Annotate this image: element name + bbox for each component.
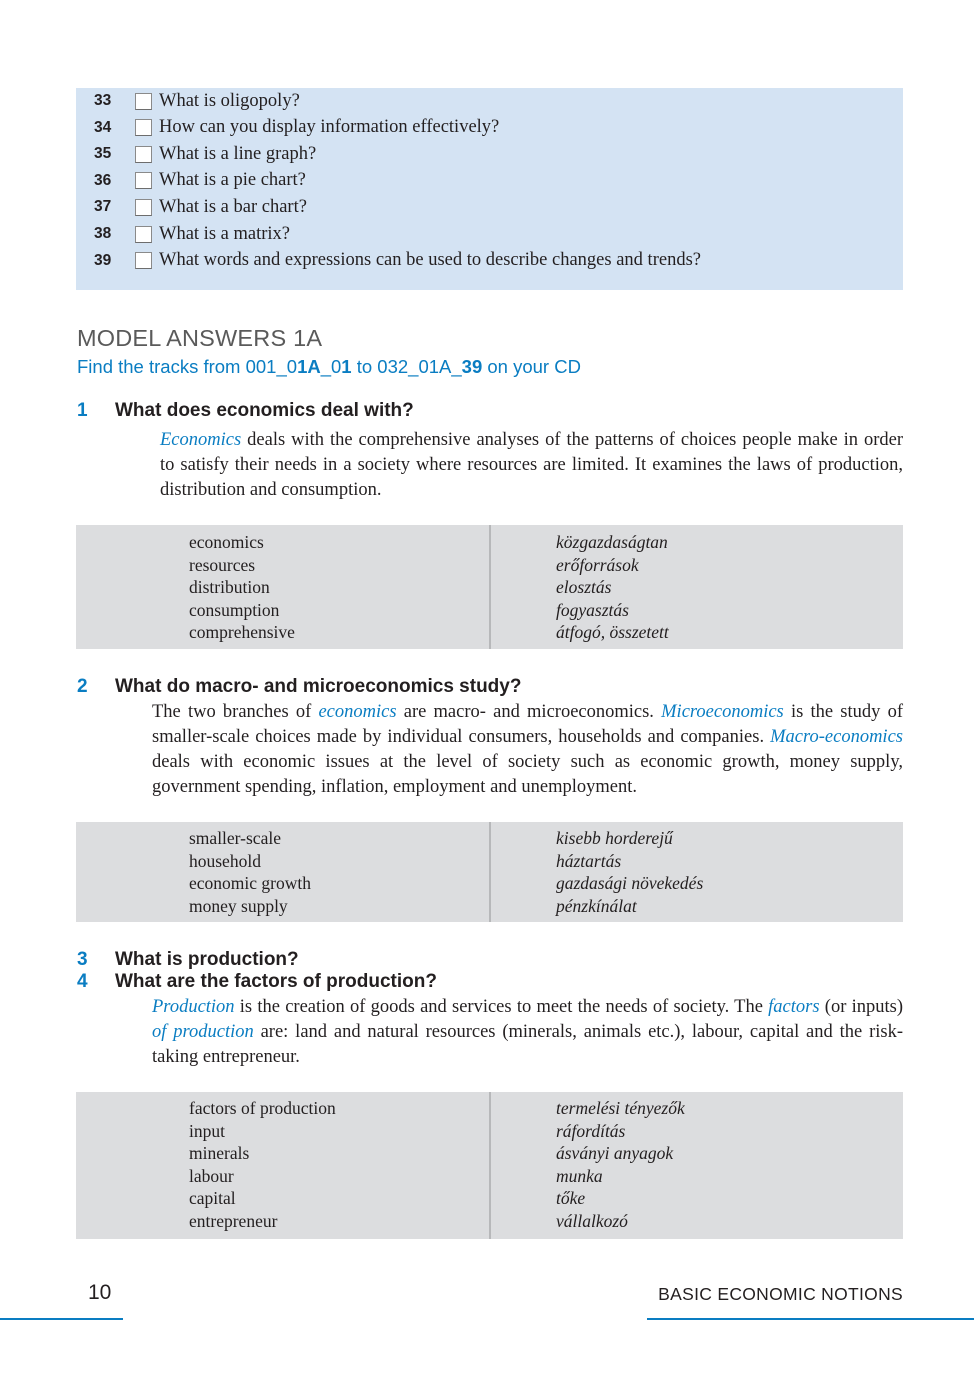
key-term: Microeconomics: [661, 702, 784, 722]
vocab-english: economics: [189, 532, 264, 552]
checklist-text: How can you display information effectively?: [159, 117, 500, 138]
answer-paragraph-2: [152, 700, 903, 800]
subtitle-part-bold: 1: [341, 356, 352, 377]
vocab-english: consumption: [189, 599, 280, 620]
question-heading-1: [77, 399, 414, 423]
paragraph-text: are: land and natural resources (minerals, animals etc.), labour, capital and the risk-taking entrepreneur.: [152, 1022, 903, 1067]
vocab-row: [76, 1120, 903, 1143]
question-title: What do macro- and microeconomics study?: [115, 676, 522, 697]
vocab-row: [76, 850, 903, 873]
question-heading-4: [77, 970, 437, 994]
checkbox[interactable]: [135, 172, 152, 189]
checkbox[interactable]: [135, 119, 152, 136]
vocab-hungarian: munka: [556, 1165, 603, 1186]
vocab-hungarian: tőke: [556, 1188, 586, 1209]
paragraph-text: deals with economic issues at the level of society such as economic growth, money supply, government spending, inflation, employment and unemployment.: [152, 752, 903, 797]
checklist-number: 37: [94, 198, 112, 216]
vocab-hungarian: ásványi anyagok: [556, 1143, 674, 1164]
vocab-english: household: [189, 850, 261, 871]
footer-rule-left: [0, 1318, 123, 1320]
vocab-row: [76, 531, 903, 554]
chapter-title: BASIC ECONOMIC NOTIONS: [658, 1284, 903, 1304]
page-number: 10: [88, 1281, 112, 1304]
vocabulary-table-1: [76, 525, 903, 649]
subtitle-part: to 032_01A_: [351, 356, 462, 377]
checklist-number: 36: [94, 171, 112, 189]
footer-rule-right: [647, 1318, 974, 1320]
vocab-row: [76, 827, 903, 850]
subtitle-part-bold: 39: [461, 356, 483, 377]
vocab-row: [76, 599, 903, 622]
paragraph-text: deals with the comprehensive analyses of the patterns of choices people make in order to satisfy their needs in a society where resources are limited. It examines the laws of production, distribution and consumption.: [160, 430, 903, 500]
vocab-hungarian: közgazdaságtan: [556, 532, 668, 552]
checkbox[interactable]: [135, 146, 152, 163]
subtitle-part: on your CD: [482, 356, 581, 377]
paragraph-text: are macro- and microeconomics.: [396, 702, 662, 722]
vocab-hungarian: háztartás: [556, 850, 622, 871]
vocab-english: input: [189, 1120, 225, 1141]
question-number: 3: [77, 949, 88, 970]
checklist-text: What is a line graph?: [159, 143, 317, 164]
key-term: factors: [768, 997, 820, 1017]
subtitle-part: _0: [320, 356, 342, 377]
vocab-english: factors of production: [189, 1098, 336, 1118]
vocab-english: capital: [189, 1188, 236, 1209]
vocab-row: [76, 554, 903, 577]
vocab-row: [76, 1097, 903, 1120]
section-subtitle: [77, 356, 581, 378]
vocab-hungarian: gazdasági növekedés: [556, 873, 704, 894]
vocab-english: entrepreneur: [189, 1211, 278, 1231]
vocab-row: [76, 1210, 903, 1233]
vocab-hungarian: ráfordítás: [556, 1120, 626, 1141]
checklist-text: What words and expressions can be used to describe changes and trends?: [159, 250, 701, 271]
checklist-text: What is a pie chart?: [159, 170, 306, 191]
vocab-row: [76, 1142, 903, 1165]
question-number: 1: [77, 400, 88, 421]
paragraph-text: is the creation of goods and services to meet the needs of society. The: [234, 997, 769, 1017]
vocab-english: comprehensive: [189, 622, 295, 643]
vocab-hungarian: átfogó, összetett: [556, 622, 669, 643]
vocab-english: minerals: [189, 1143, 250, 1164]
checkbox[interactable]: [135, 199, 152, 216]
checklist-number: 33: [94, 92, 112, 109]
vocab-row: [76, 1165, 903, 1188]
vocabulary-table-3: [76, 1092, 903, 1239]
vocab-row: [76, 621, 903, 644]
checkbox[interactable]: [135, 252, 152, 269]
checklist-number: 34: [94, 118, 112, 136]
checklist-text: What is oligopoly?: [159, 90, 300, 111]
checklist-number: 38: [94, 225, 112, 242]
vocab-english: smaller-scale: [189, 828, 281, 848]
vocab-hungarian: kisebb horderejű: [556, 828, 673, 848]
key-term: of production: [152, 1022, 254, 1042]
key-term: Economics: [160, 430, 242, 450]
vocab-english: resources: [189, 554, 256, 575]
vocab-english: economic growth: [189, 873, 311, 894]
checklist-text: What is a matrix?: [159, 223, 290, 244]
checkbox[interactable]: [135, 93, 152, 110]
vocab-english: labour: [189, 1165, 234, 1186]
vocab-hungarian: termelési tényezők: [556, 1098, 685, 1118]
question-title: What does economics deal with?: [115, 400, 414, 421]
question-number: 2: [77, 676, 88, 697]
paragraph-text: is the study of smaller-scale choices made by individual consumers, households and companies.: [152, 702, 903, 747]
checklist-number: 39: [94, 251, 112, 269]
subtitle-part: Find the tracks from 001_0: [77, 356, 298, 377]
key-term: economics: [318, 702, 397, 722]
question-number: 4: [77, 971, 88, 992]
question-heading-2: [77, 675, 521, 699]
checklist-text: What is a bar chart?: [159, 196, 307, 217]
vocab-row: [76, 872, 903, 895]
vocab-hungarian: erőforrások: [556, 554, 639, 575]
question-title: What is production?: [115, 949, 299, 970]
question-heading-3: [77, 948, 299, 972]
checklist-number: 35: [94, 145, 112, 163]
subtitle-part-bold: 1A: [297, 356, 321, 377]
vocab-hungarian: elosztás: [556, 577, 612, 598]
question-checklist: [76, 88, 903, 290]
question-title: What are the factors of production?: [115, 971, 437, 992]
section-title: MODEL ANSWERS 1A: [77, 325, 323, 351]
vocab-hungarian: vállalkozó: [556, 1211, 628, 1231]
vocab-row: [76, 576, 903, 599]
vocab-row: [76, 895, 903, 918]
vocab-row: [76, 1187, 903, 1210]
vocab-hungarian: fogyasztás: [556, 599, 629, 620]
paragraph-text: The two branches of: [152, 702, 319, 722]
vocab-hungarian: pénzkínálat: [556, 895, 637, 916]
key-term: Macro-economics: [770, 727, 903, 747]
paragraph-text: (or inputs): [819, 997, 903, 1017]
answer-paragraph-1: [160, 428, 903, 503]
key-term: Production: [152, 997, 235, 1017]
vocab-english: money supply: [189, 895, 288, 916]
vocabulary-table-2: [76, 822, 903, 922]
answer-paragraph-3-4: [152, 995, 903, 1070]
vocab-english: distribution: [189, 577, 270, 598]
checkbox[interactable]: [135, 226, 152, 243]
